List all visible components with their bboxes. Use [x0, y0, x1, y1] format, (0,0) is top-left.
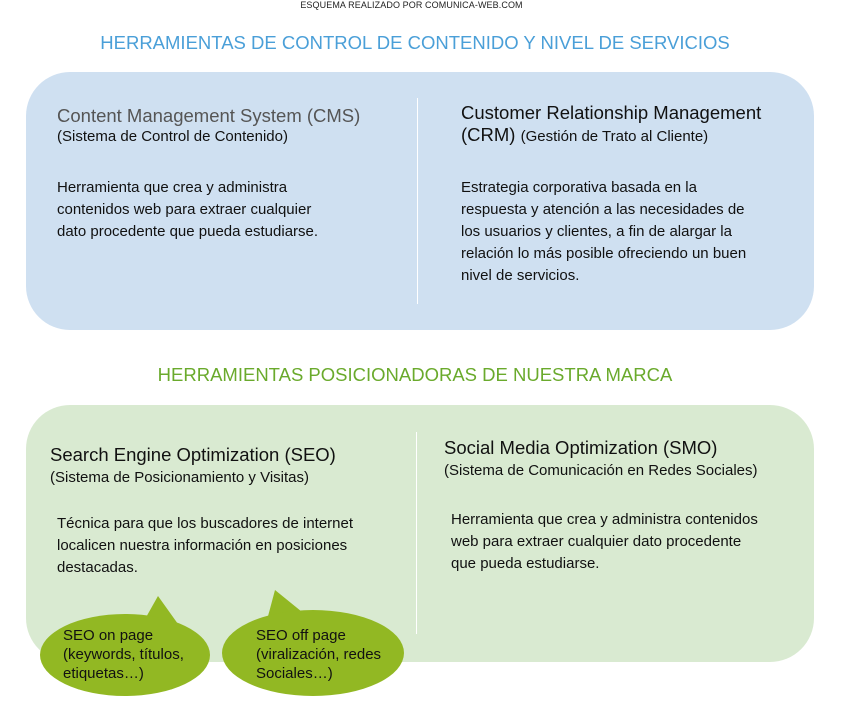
- smo-heading: Social Media Optimization (SMO): [444, 437, 718, 458]
- seo-description-line: Técnica para que los buscadores de internet: [57, 515, 354, 532]
- crm-description-line: los usuarios y clientes, a fin de alargar la: [461, 223, 732, 240]
- cms-heading: Content Management System (CMS): [57, 105, 361, 126]
- crm-heading-line-2: [461, 124, 761, 148]
- smo-description: [451, 509, 758, 575]
- seo-description: [57, 513, 353, 579]
- smo-subtitle: (Sistema de Comunicación en Redes Sociales): [444, 462, 758, 479]
- crm-heading-line: Customer Relationship Management: [461, 102, 762, 123]
- crm-description: [461, 177, 746, 287]
- bubble-seo-off-page-text: [256, 626, 381, 683]
- seo-description-line: localicen nuestra información en posiciones: [57, 537, 348, 554]
- cms-description-line: dato procedente que pueda estudiarse.: [57, 223, 319, 240]
- bubble-line: SEO off page: [256, 627, 346, 644]
- crm-description-line: Estrategia corporativa basada en la: [461, 179, 697, 196]
- crm-acronym: (CRM): [461, 124, 516, 145]
- section-title-content-control: HERRAMIENTAS DE CONTROL DE CONTENIDO Y NIVEL DE SERVICIOS: [100, 32, 730, 53]
- crm-heading: [461, 102, 761, 148]
- smo-description-line: que pueda estudiarse.: [451, 555, 600, 572]
- seo-description-line: destacadas.: [57, 559, 138, 576]
- bubble-line: SEO on page: [63, 627, 154, 644]
- section-title-brand-positioning: HERRAMIENTAS POSICIONADORAS DE NUESTRA MARCA: [157, 364, 673, 385]
- bubble-seo-on-page-text: [63, 626, 184, 683]
- panel-divider: [416, 432, 417, 634]
- cms-subtitle: (Sistema de Control de Contenido): [57, 128, 288, 145]
- credit-line: ESQUEMA REALIZADO POR COMUNICA-WEB.COM: [300, 0, 523, 10]
- panel-divider: [417, 98, 418, 304]
- seo-subtitle: (Sistema de Posicionamiento y Visitas): [50, 469, 309, 486]
- crm-description-line: nivel de servicios.: [461, 267, 580, 284]
- cms-description-line: contenidos web para extraer cualquier: [57, 201, 312, 218]
- crm-subtitle: (Gestión de Trato al Cliente): [520, 128, 709, 145]
- cms-description: [57, 177, 318, 243]
- crm-description-line: respuesta y atención a las necesidades de: [461, 201, 745, 218]
- bubble-line: Sociales…): [256, 665, 333, 682]
- smo-description-line: web para extraer cualquier dato procedente: [451, 533, 742, 550]
- seo-heading: Search Engine Optimization (SEO): [50, 444, 336, 465]
- bubble-line: (viralización, redes: [256, 646, 382, 663]
- bubble-line: etiquetas…): [63, 665, 144, 682]
- cms-description-line: Herramienta que crea y administra: [57, 179, 288, 196]
- bubble-line: (keywords, títulos,: [63, 646, 184, 663]
- crm-description-line: relación lo más posible ofreciendo un buen: [461, 245, 747, 262]
- smo-description-line: Herramienta que crea y administra contenidos: [451, 511, 758, 528]
